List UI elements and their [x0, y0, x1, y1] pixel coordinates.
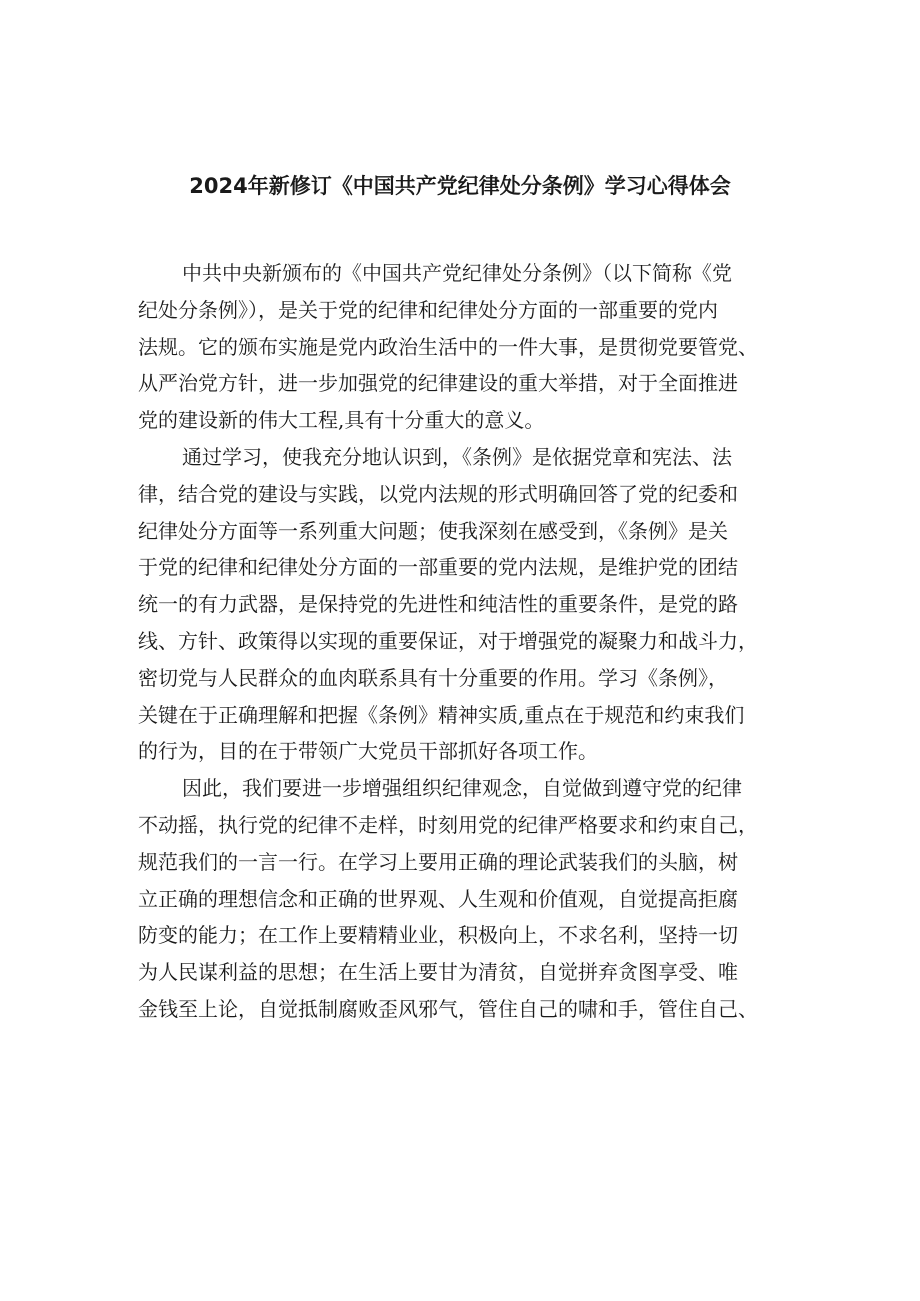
paragraph-line: 因此，我们要进一步增强组织纪律观念，自觉做到遵守党的纪律 — [182, 776, 742, 801]
paragraph-3 — [138, 770, 790, 1028]
paragraph-line: 密切党与人民群众的血肉联系具有十分重要的作用。学习《条例》， — [138, 665, 728, 690]
document-title: 2024年新修订《中国共产党纪律处分条例》学习心得体会 — [189, 174, 731, 198]
paragraph-line: 为人民谋利益的思想；在生活上要甘为清贫，自觉拼弃贪图享受、唯 — [138, 960, 738, 985]
paragraph-line: 法规。它的颁布实施是党内政治生活中的一件大事，是贯彻党要管党、 — [138, 334, 758, 359]
paragraph-line: 线、方针、政策得以实现的重要保证，对于增强党的凝聚力和战斗力， — [138, 628, 758, 653]
document-body — [138, 255, 790, 1028]
paragraph-line: 关键在于正确理解和把握《条例》精神实质,重点在于规范和约束我们 — [138, 702, 745, 727]
paragraph-line: 于党的纪律和纪律处分方面的一部重要的党内法规，是维护党的团结 — [138, 555, 738, 580]
paragraph-line: 纪律处分方面等一系列重大问题；使我深刻在感受到，《条例》是关 — [138, 518, 728, 543]
paragraph-1 — [138, 255, 790, 439]
paragraph-line: 统一的有力武器，是保持党的先进性和纯洁性的重要条件，是党的路 — [138, 592, 738, 617]
paragraph-line: 防变的能力；在工作上要精精业业，积极向上，不求名利，坚持一切 — [138, 923, 738, 948]
paragraph-2 — [138, 439, 790, 770]
paragraph-line: 立正确的理想信念和正确的世界观、人生观和价值观，自觉提高拒腐 — [138, 886, 738, 911]
paragraph-line: 从严治党方针，进一步加强党的纪律建设的重大举措，对于全面推进 — [138, 371, 738, 396]
paragraph-line: 金钱至上论，自觉抵制腐败歪风邪气，管住自己的啸和手，管住自己、 — [138, 996, 758, 1021]
paragraph-line: 不动摇，执行党的纪律不走样，时刻用党的纪律严格要求和约束自己， — [138, 812, 758, 837]
paragraph-line: 党的建设新的伟大工程,具有十分重大的意义。 — [138, 408, 545, 433]
paragraph-line: 律，结合党的建设与实践，以党内法规的形式明确回答了党的纪委和 — [138, 481, 738, 506]
paragraph-line: 中共中央新颁布的《中国共产党纪律处分条例》（以下简称《党 — [182, 261, 732, 285]
paragraph-line: 的行为，目的在于带领广大党员干部抓好各项工作。 — [138, 739, 598, 764]
paragraph-line: 规范我们的一言一行。在学习上要用正确的理论武装我们的头脑，树 — [138, 849, 738, 874]
paragraph-line: 通过学习，使我充分地认识到，《条例》是依据党章和宪法、法 — [182, 444, 732, 469]
paragraph-line: 纪处分条例》），是关于党的纪律和纪律处分方面的一部重要的党内 — [138, 297, 718, 322]
